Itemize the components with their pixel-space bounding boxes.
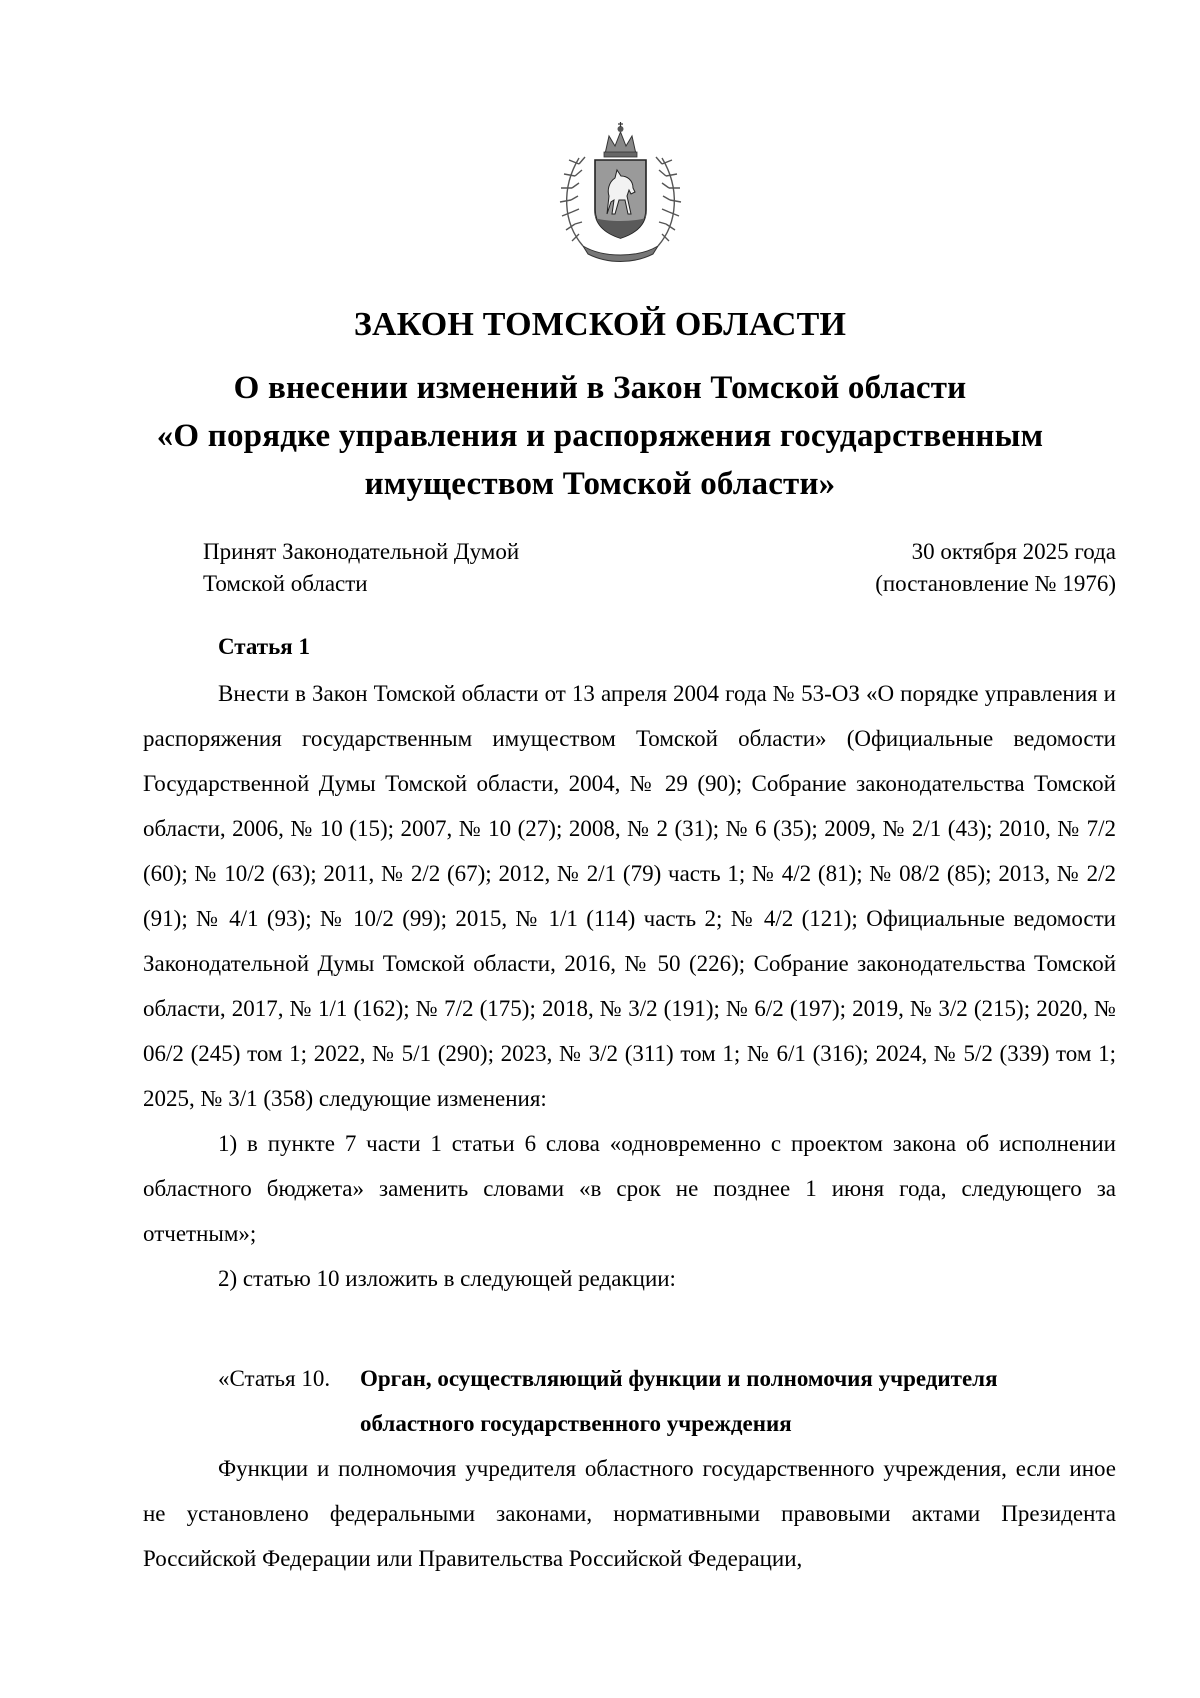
crown-icon [604,122,637,157]
paragraph-text: Функции и полномочия учредителя областного государственного учреждения, если иное не установлено федеральными законами, нормативными правовыми актами Президента Российской Федерации или Правительства Российской Федерации, [143,1456,1116,1571]
adoption-body-line: Принят Законодательной Думой [203,539,520,564]
article-heading: Статья 1 [218,634,310,659]
law-subtitle [0,364,1200,508]
paragraph-text: Внести в Закон Томской области от 13 апреля 2004 года № 53-ОЗ «О порядке управления и распоряжения государственным имуществом Томской области» (Официальные ведомости Государственной Думы Томской области, 2004, № 29 (90); Собрание законодательства Томской области, 2006, № 10 (15); 2007, № 10 (27); 2008, № 2 (31); № 6 (35); 2009, № 2/1 (43); 2010, № 7/2 (60); № 10/2 (63); 2011, № 2/2 (67); 2012, № 2/1 (79) часть 1; № 4/2 (81); № 08/2 (85); 2013, № 2/2 (91); № 4/1 (93); № 10/2 (99); 2015, № 1/1 (114) часть 2; № 4/2 (121); Официальные ведомости Законодательной Думы Томской области, 2016, № 50 (226); Собрание законодательства Томской области, 2017, № 1/1 (162); № 7/2 (175); 2018, № 3/2 (191); № 6/2 (197); 2019, № 3/2 (215); 2020, № 06/2 (245) том 1; 2022, № 5/1 (290); 2023, № 3/2 (311) том 1; № 6/1 (316); 2024, № 5/2 (339) том 1; 2025, № 3/1 (358) следующие изменения: [143,681,1116,1111]
article10-title: Орган, осуществляющий функции и полномочия учредителя [360,1366,998,1391]
adoption-date [875,536,1116,600]
adoption-body [203,536,519,600]
article-paragraph [143,671,1116,1301]
resolution-number: (постановление № 1976) [875,571,1116,596]
ribbon-icon [583,246,658,262]
law-subtitle-line: О внесении изменений в Закон Томской области [233,370,967,406]
article10-label: «Статья 10. [218,1366,331,1391]
laurel-right-icon [656,157,681,246]
article10-heading [218,1356,1118,1446]
amendment-item: 2) статью 10 изложить в следующей редакции: [218,1266,676,1291]
article10-paragraph [143,1446,1116,1581]
law-subtitle-line: «О порядке управления и распоряжения государственным [156,418,1044,454]
amendment-item: 1) в пункте 7 части 1 статьи 6 слова «одновременно с проектом закона об исполнении областного бюджета» заменить словами «в срок не позднее 1 июня года, следующего за отчетным»; [143,1131,1116,1246]
article10-title-line2: областного государственного учреждения [360,1411,792,1436]
adoption-date-line: 30 октября 2025 года [911,539,1116,564]
law-title: ЗАКОН ТОМСКОЙ ОБЛАСТИ [353,306,847,343]
coat-of-arms-icon [553,118,688,268]
laurel-left-icon [560,157,585,246]
law-subtitle-line: имуществом Томской области» [364,466,836,502]
adoption-body-line: Томской области [203,571,368,596]
shield-icon [595,160,646,238]
